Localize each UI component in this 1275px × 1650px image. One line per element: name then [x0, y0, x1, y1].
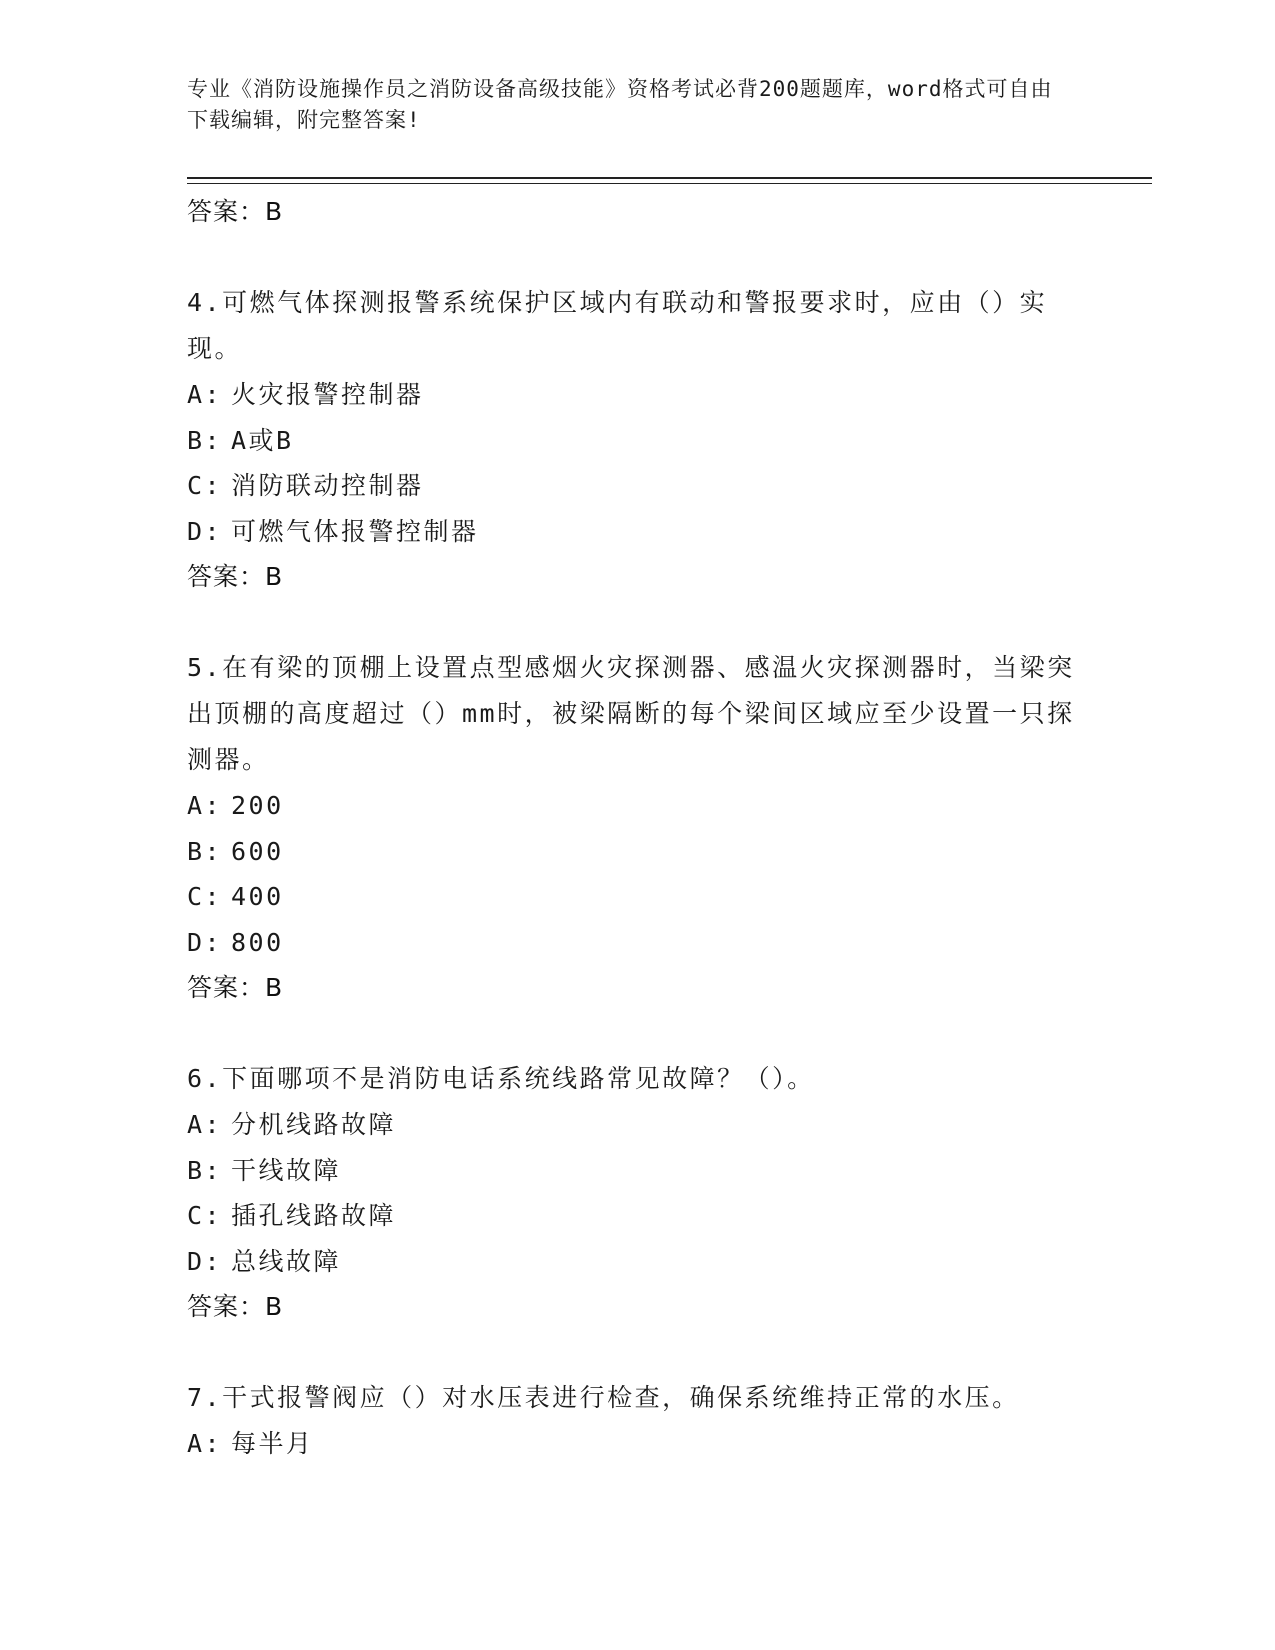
answer-line: 答案：B — [187, 562, 284, 591]
option-b — [187, 1148, 1087, 1194]
option-key: A: — [187, 1429, 223, 1458]
question-text: 7.干式报警阀应（）对水压表进行检查，确保系统维持正常的水压。 — [187, 1383, 1020, 1412]
spacer — [187, 235, 1087, 280]
question-block — [187, 1056, 1087, 1330]
header-divider-thick — [187, 177, 1152, 179]
question-text: 6.下面哪项不是消防电话系统线路常见故障？（）。 — [187, 1064, 815, 1093]
option-text: 800 — [231, 927, 284, 957]
option-key: C: — [187, 471, 223, 500]
page-header: 专业《消防设施操作员之消防设备高级技能》资格考试必背200题题库，word格式可自由下载编辑，附完整答案! — [187, 77, 1053, 132]
option-a — [187, 372, 1087, 418]
header-divider-thin — [187, 183, 1152, 184]
option-text: 200 — [231, 791, 284, 820]
option-a — [187, 1421, 1087, 1467]
option-a — [187, 783, 1087, 829]
question-list — [187, 189, 1087, 1467]
option-d — [187, 509, 1087, 555]
option-c — [187, 463, 1087, 509]
question-text: 5.在有梁的顶棚上设置点型感烟火灾探测器、感温火灾探测器时，当梁突出顶棚的高度超过（）mm时，被梁隔断的每个梁间区域应至少设置一只探测器。 — [187, 653, 1075, 774]
option-key: D: — [187, 927, 223, 957]
spacer — [187, 600, 1087, 645]
option-d — [187, 1239, 1087, 1285]
option-text: 可燃气体报警控制器 — [231, 516, 479, 546]
option-text: 插孔线路故障 — [231, 1201, 397, 1230]
option-c — [187, 1193, 1087, 1239]
option-d — [187, 920, 1087, 966]
question-block — [187, 189, 1087, 235]
option-text: 干线故障 — [231, 1155, 342, 1185]
answer-line: 答案：B — [187, 197, 284, 226]
option-text: 总线故障 — [231, 1246, 342, 1276]
option-c — [187, 874, 1087, 920]
option-key: B: — [187, 425, 223, 455]
option-key: A: — [187, 380, 223, 409]
option-key: B: — [187, 1155, 223, 1185]
option-key: C: — [187, 1201, 223, 1230]
option-text: 火灾报警控制器 — [231, 380, 424, 409]
option-key: D: — [187, 516, 223, 546]
question-block — [187, 1375, 1087, 1467]
question-text: 4.可燃气体探测报警系统保护区域内有联动和警报要求时，应由（）实现。 — [187, 288, 1048, 363]
answer-line: 答案：B — [187, 1292, 284, 1321]
spacer — [187, 1330, 1087, 1375]
option-text: 分机线路故障 — [231, 1110, 397, 1139]
option-key: D: — [187, 1246, 223, 1276]
option-text: 消防联动控制器 — [231, 471, 424, 500]
option-text: 400 — [231, 882, 284, 911]
option-key: C: — [187, 882, 223, 911]
option-key: A: — [187, 1110, 223, 1139]
option-text: 每半月 — [231, 1429, 314, 1458]
answer-line: 答案：B — [187, 973, 284, 1002]
option-key: B: — [187, 836, 223, 866]
option-key: A: — [187, 791, 223, 820]
option-text: A或B — [231, 425, 294, 455]
option-b — [187, 418, 1087, 464]
option-a — [187, 1102, 1087, 1148]
option-b — [187, 829, 1087, 875]
question-block — [187, 280, 1087, 600]
question-block — [187, 645, 1087, 1011]
option-text: 600 — [231, 836, 284, 866]
spacer — [187, 1011, 1087, 1056]
